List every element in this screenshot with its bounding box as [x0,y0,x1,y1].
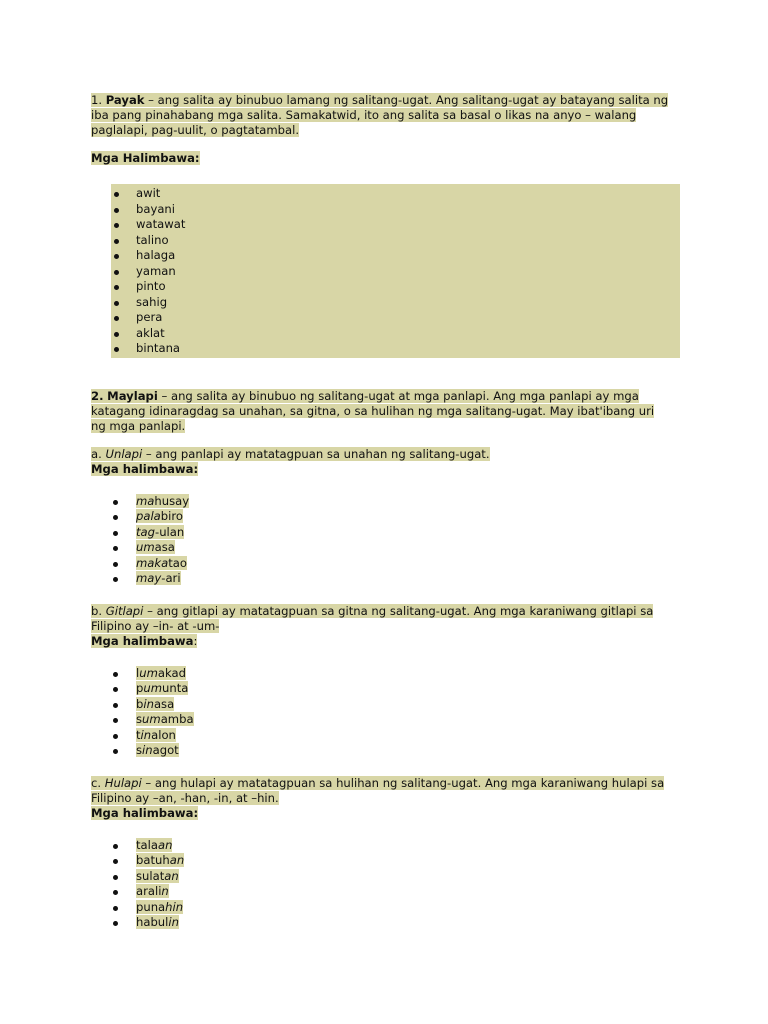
bullet-icon [113,531,118,536]
example-word: bayani [136,201,175,216]
list-item [91,712,681,728]
affix-part: in [142,743,153,757]
section2-definition: – ang salita ay binubuo ng salitang-ugat at mga panlapi. Ang mga panlapi ay mga katagang idinaragdag sa unahan, sa gitna, o sa hulihan ng mga salitang-ugat. May ibat'ibang uri ng mga panlapi. [91,388,655,433]
subsection-c-definition: – ang hulapi ay matatagpuan sa hulihan ng salitang-ugat. Ang mga karaniwang hulapi sa Filipino ay –an, -han, -in, at –hin. [91,775,665,805]
example-word: pinto [136,279,166,293]
example-word: watawat [136,217,186,231]
bullet-icon [114,208,119,213]
root-part: s [136,712,143,726]
root-part: amba [160,712,194,726]
root-part: -ari [161,571,181,585]
bullet-icon [113,734,118,739]
subsection-b-term: Gitlapi [105,603,144,618]
bullet-icon [113,515,118,520]
bullet-icon [113,921,118,926]
affix-part: an [157,837,173,852]
example-word [136,509,183,523]
section2-term: Maylapi [107,388,158,403]
list-item [111,310,680,326]
bullet-icon [113,687,118,692]
subsection-b-examples-heading: Mga halimbawa: [91,633,198,648]
bullet-icon [114,239,119,244]
list-item [91,681,681,697]
document-page [91,93,681,931]
example-word: talino [136,232,169,247]
root-part: -ulan [155,524,185,539]
list-item [111,264,680,280]
affix-part: um [136,540,155,554]
root-part: habul [136,915,169,929]
bullet-icon [113,718,118,723]
subsection-a-paragraph [91,447,671,462]
example-word: halaga [136,248,176,262]
subsection-c-example-list [91,838,681,931]
list-item [91,571,681,587]
section1-example-list [111,184,680,358]
bullet-icon [113,890,118,895]
list-item [111,279,680,295]
subsection-b-letter: b. [91,603,103,618]
list-item [111,217,680,233]
affix-part: maka [136,555,169,570]
root-part: asa [154,540,175,554]
affix-part: ma [136,493,155,508]
affix-part: an [169,853,185,867]
example-word [136,712,194,726]
list-item [111,233,680,249]
bullet-icon [113,672,118,677]
subsection-c-letter: c. [91,775,102,790]
example-word [136,697,174,711]
subsection-c-examples-heading: Mga halimbawa: [91,805,199,820]
section2-number: 2. [91,388,104,403]
list-item [111,248,680,264]
affix-part: n [161,884,169,898]
root-part: arali [136,884,162,898]
root-part: asa [153,696,175,711]
bullet-icon [113,875,118,880]
section1-paragraph [91,93,671,138]
example-word [136,494,189,508]
list-item [111,202,680,218]
root-part: tala [136,837,158,852]
list-item [91,900,681,916]
subsection-b-example-list [91,666,681,759]
bullet-icon [114,223,119,228]
subsection-a-example-list [91,494,681,587]
bullet-icon [113,562,118,567]
subsection-a-letter: a. [91,446,102,461]
example-word [136,869,179,883]
list-item [91,915,681,931]
root-part: tao [168,555,187,570]
example-word: bintana [136,341,181,355]
example-word [136,571,181,585]
list-item [91,884,681,900]
list-item [91,869,681,885]
root-part: akad [157,665,186,680]
bullet-icon [113,500,118,505]
root-part: puna [136,899,166,914]
example-word [136,884,169,898]
affix-part: in [168,915,179,929]
subsection-a-definition: – ang panlapi ay matatagpuan sa unahan ng salitang-ugat. [142,446,490,461]
list-item [91,540,681,556]
root-part: batuh [136,853,170,867]
list-item [111,295,680,311]
root-part: alon [151,727,176,742]
affix-part: in [140,727,152,742]
bullet-icon [114,301,119,306]
root-part: biro [160,509,183,523]
list-item [91,838,681,854]
section2-paragraph [91,389,671,434]
bullet-icon [113,859,118,864]
subsection-c-paragraph [91,776,671,806]
affix-part: hin [165,899,184,914]
example-word: yaman [136,263,176,278]
example-word [136,728,176,742]
example-word [136,666,186,680]
affix-part: um [142,712,161,726]
list-item [111,186,680,202]
affix-part: in [143,696,154,711]
bullet-icon [113,906,118,911]
root-part: husay [154,493,190,508]
affix-part: may [136,571,162,585]
example-word: awit [136,186,161,200]
affix-part: tag [136,524,156,539]
root-part: sulat [136,868,165,883]
bullet-icon [113,703,118,708]
example-word [136,853,184,867]
section1-examples-heading: Mga Halimbawa: [91,151,200,165]
bullet-icon [114,316,119,321]
list-item [91,743,681,759]
root-part: agot [152,743,179,757]
affix-part: um [143,681,163,695]
list-item [91,556,681,572]
bullet-icon [114,270,119,275]
section1-definition: – ang salita ay binubuo lamang ng salitang-ugat. Ang salitang-ugat ay batayang salita ng iba pang pinahabang mga salita. Samakatwid, ito ang salita sa basal o likas na anyo – walang paglalapi, pag-uulit, o pagtatambal. [91,93,669,137]
list-item [91,666,681,682]
example-word [136,838,172,852]
example-word [136,556,187,570]
example-word: pera [136,310,163,324]
example-word [136,525,184,539]
root-part: l [136,665,140,680]
list-item [111,341,680,357]
bullet-icon [114,347,119,352]
example-word [136,681,188,695]
subsection-a-term: Unlapi [105,446,143,461]
bullet-icon [113,577,118,582]
section1-number: 1. [91,93,103,107]
bullet-icon [114,332,119,337]
example-word: sahig [136,294,168,309]
affix-part: an [164,868,179,883]
bullet-icon [113,749,118,754]
root-part: p [136,681,144,695]
list-item [91,728,681,744]
bullet-icon [113,546,118,551]
list-item [91,853,681,869]
list-item [91,697,681,713]
example-word [136,743,179,757]
list-item [91,525,681,541]
bullet-icon [114,285,119,290]
list-item [91,494,681,510]
subsection-a-examples-heading: Mga halimbawa: [91,461,199,476]
bullet-icon [114,254,119,259]
list-item [91,509,681,525]
bullet-icon [113,844,118,849]
root-part: unta [162,681,189,695]
root-part: t [136,727,141,742]
example-word [136,900,183,914]
list-item [111,326,680,342]
section1-term: Payak [105,93,145,107]
subsection-b-definition: – ang gitlapi ay matatagpuan sa gitna ng salitang-ugat. Ang mga karaniwang gitlapi sa Filipino ay –in- at -um- [91,603,654,633]
root-part: b [136,696,144,711]
subsection-b-paragraph [91,604,671,634]
bullet-icon [114,192,119,197]
affix-part: pala [136,509,161,523]
example-word: aklat [136,325,165,340]
example-word [136,540,175,554]
subsection-c-term: Hulapi [104,775,142,790]
affix-part: um [139,665,158,680]
root-part: s [136,743,143,757]
example-word [136,915,179,929]
